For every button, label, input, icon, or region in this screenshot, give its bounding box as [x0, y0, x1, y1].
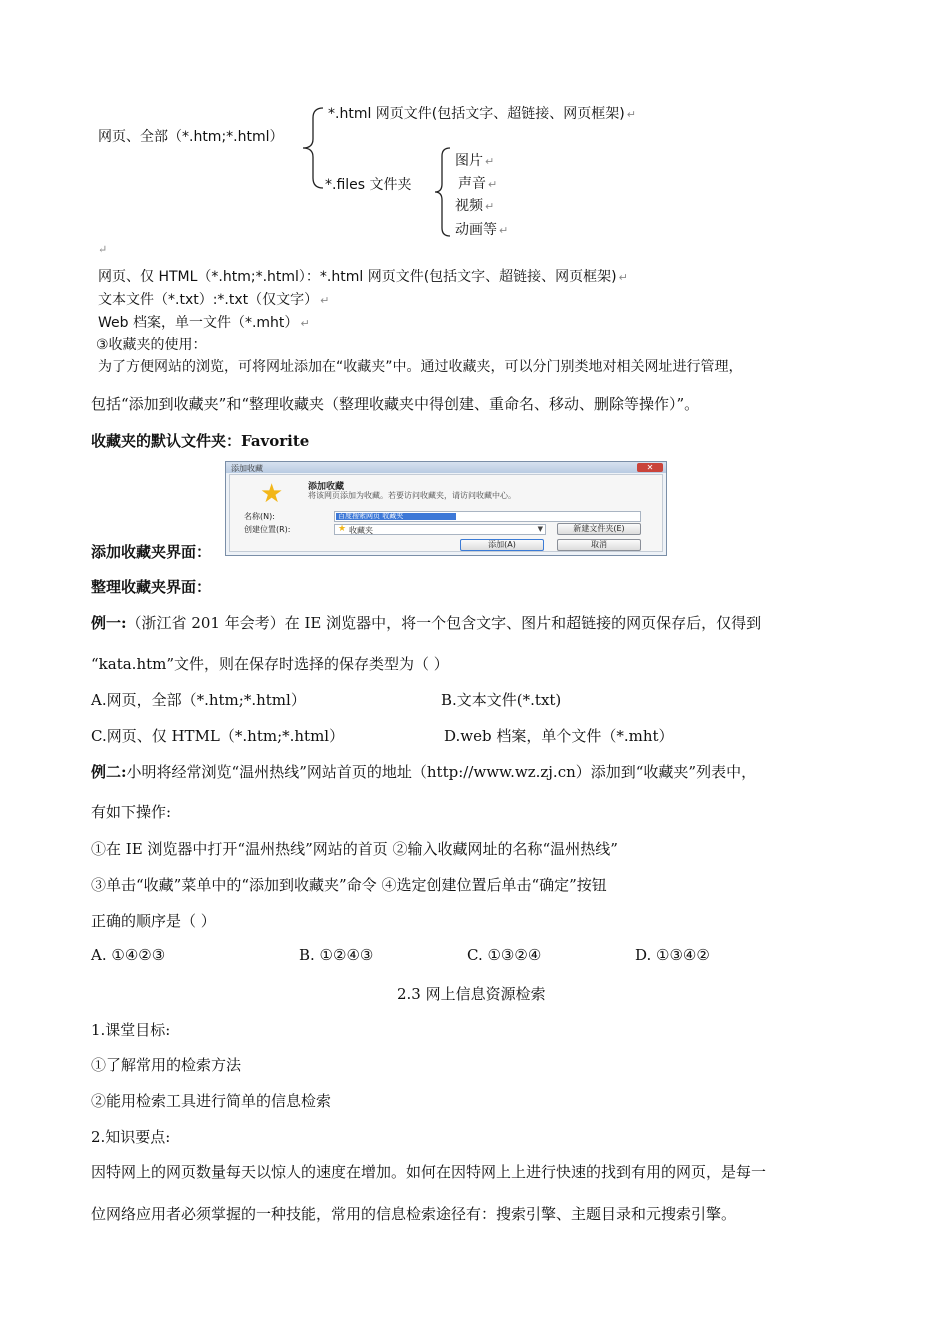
goal-heading: 1.课堂目标:	[91, 1021, 171, 1039]
dialog-titlebar	[226, 462, 666, 473]
example2-option-a: A. ①④②③	[91, 946, 166, 964]
tree-branch-files: *.files 文件夹	[325, 177, 412, 193]
example1-option-c: C.网页、仅 HTML（*.htm;*.html）	[91, 727, 345, 745]
dialog-heading: 添加收藏	[308, 482, 345, 492]
example1-option-a: A.网页，全部（*.htm;*.html）	[91, 691, 306, 709]
add-button[interactable]: 添加(A)	[460, 539, 544, 551]
tree-root: 网页、全部（*.htm;*.html）	[98, 129, 284, 145]
example1-question-2: “kata.htm”文件，则在保存时选择的保存类型为（ ）	[91, 655, 449, 673]
line-html-only: 网页、仅 HTML（*.htm;*.html）：*.html 网页文件(包括文字、超链接、网页框架) ↵	[98, 269, 628, 285]
example1-question-1: 例一:（浙江省 201 年会考）在 IE 浏览器中，将一个包含文字、图片和超链接的网页保存后，仅得到	[91, 614, 762, 632]
organize-favorites-ui-label: 整理收藏夹界面：	[91, 578, 212, 596]
folder-star-icon: ★	[338, 524, 347, 534]
example2-question-1: 例二:小明将经常浏览“温州热线”网站首页的地址（http://www.wz.zj.cn）添加到“收藏夹”列表中，	[91, 763, 757, 781]
points-heading: 2.知识要点:	[91, 1128, 171, 1146]
tree-sub-video: 视频 ↵	[455, 198, 495, 214]
example1-option-d: D.web 档案，单个文件（*.mht）	[444, 727, 674, 745]
chevron-down-icon[interactable]: ▼	[537, 525, 543, 533]
dialog-description: 将该网页添加为收藏。若要访问收藏夹，请访问收藏中心。	[308, 491, 516, 500]
tree-sub-image: 图片 ↵	[455, 153, 495, 169]
tree-brace-main	[297, 106, 327, 192]
tree-sub-sound: 声音 ↵	[458, 176, 498, 192]
cancel-button[interactable]: 取消	[557, 539, 641, 551]
line-text-file: 文本文件（*.txt）:*.txt（仅文字） ↵	[98, 292, 330, 308]
example2-option-d: D. ①③④②	[635, 946, 710, 964]
new-folder-button[interactable]: 新建文件夹(E)	[557, 523, 641, 535]
goal-1: ①了解常用的检索方法	[91, 1056, 242, 1074]
tree-sub-animation: 动画等 ↵	[455, 222, 509, 238]
name-input-value: 百度搜索网页 收藏夹	[336, 513, 456, 520]
paragraph-mark: ↵	[98, 243, 108, 256]
example2-steps-3-4: ③单击“收藏”菜单中的“添加到收藏夹”命令 ④选定创建位置后单击“确定”按钮	[91, 876, 607, 894]
example2-option-b: B. ①②④③	[299, 946, 374, 964]
line-web-archive: Web 档案，单一文件（*.mht） ↵	[98, 315, 310, 331]
add-favorite-dialog	[225, 461, 667, 556]
favorites-desc-1: 为了方便网站的浏览，可将网址添加在“收藏夹”中。通过收藏夹，可以分门别类地对相关网址进行管理，	[98, 359, 743, 375]
example2-steps-1-2: ①在 IE 浏览器中打开“温州热线”网站的首页 ②输入收藏网址的名称“温州热线”	[91, 840, 618, 858]
dialog-title: 添加收藏	[231, 464, 263, 473]
tree-brace-sub	[432, 146, 454, 238]
location-value: 收藏夹	[349, 526, 373, 535]
example1-option-b: B.文本文件(*.txt)	[441, 691, 562, 709]
points-paragraph-1: 因特网上的网页数量每天以惊人的速度在增加。如何在因特网上上进行快速的找到有用的网页，是每一	[91, 1163, 767, 1181]
name-label: 名称(N):	[244, 512, 275, 521]
location-select[interactable]	[334, 524, 546, 535]
favorites-heading: ③收藏夹的使用：	[96, 337, 207, 353]
name-input[interactable]	[334, 511, 641, 522]
favorites-default-folder: 收藏夹的默认文件夹：Favorite	[91, 432, 310, 450]
example2-question-3: 正确的顺序是（ ）	[91, 912, 216, 930]
example2-option-c: C. ①③②④	[467, 946, 542, 964]
section-title: 2.3 网上信息资源检索	[397, 985, 546, 1003]
location-label: 创建位置(R):	[244, 525, 291, 534]
star-icon: ★	[260, 479, 284, 509]
example2-label: 例二:	[91, 763, 127, 781]
points-paragraph-2: 位网络应用者必须掌握的一种技能，常用的信息检索途径有：搜索引擎、主题目录和元搜索引擎。	[91, 1205, 737, 1223]
favorites-desc-2: 包括“添加到收藏夹”和“整理收藏夹（整理收藏夹中得创建、重命名、移动、删除等操作）”。	[91, 395, 700, 413]
goal-2: ②能用检索工具进行简单的信息检索	[91, 1092, 332, 1110]
close-icon[interactable]: ✕	[637, 463, 663, 472]
tree-branch-html: *.html 网页文件(包括文字、超链接、网页框架) ↵	[328, 106, 636, 122]
add-favorites-ui-label: 添加收藏夹界面：	[91, 543, 212, 561]
example1-label: 例一:	[91, 614, 127, 632]
example2-question-2: 有如下操作:	[91, 803, 172, 821]
